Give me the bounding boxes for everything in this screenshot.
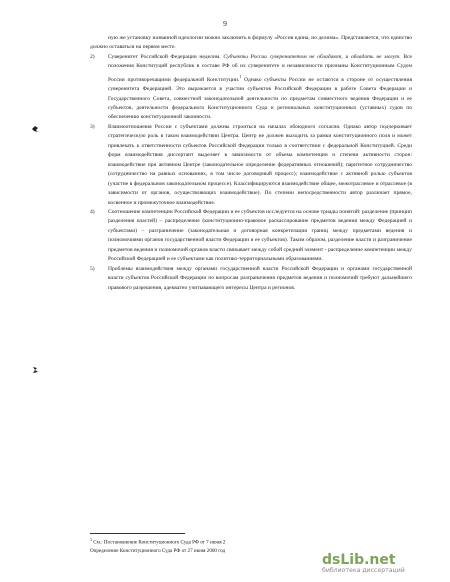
footnote — [90, 536, 412, 547]
footnote-text: См.: Постановление Конституционного Суда РФ от 7 июня 2 — [93, 539, 226, 546]
item-text-before: Суверенитет Российской Федерации неделим. — [108, 53, 221, 60]
item-text: Проблемы взаимодействия между органами государственной власти Российской Федерации и органами государственной власти субъектов Российской Федерации по вопросам разграничения предметов ведения и полномочий требуют дальнейшего правового разрешения, адекватно учитывающего интересы Центра и регионов. — [108, 265, 412, 291]
item-text: Соотношение компетенции Российской Федерации и ее субъектов исследуется на основе триады понятий: разделение (принцип разделения властей) – распределение (конституционно-правовое раскассирование предметов ведения между Федерацией и субъектами) – разграничение (законодательная и договорная конкретизация границ между предметами ведения и полномочиями органов государственной власти Федерации и ее субъектов). Таким образом, разделение власти и разграничение предметов ведения и полномочий органов власти связывает между собой средний элемент - распределение компетенции между Российской Федерацией и ее субъектами как политико-территориальными образованиями. — [108, 209, 412, 263]
margin-mark-icon — [30, 124, 40, 134]
watermark-logo: dsLib.net — [322, 552, 396, 568]
item-text-tail: Однако субъекты России не остаются в стороне от осуществления суверенитета Федерацией. Это выражается в участии субъектов Российской Федерации в работе Совета Федерации и Государственного Совета, совместной законодательной деятельности по предметам совместного ведения Федерации и ее субъектов, деятельности федерального Конституционного Суда и региональных конституционных (уставных) судов по обеспечению конституционной законности. — [108, 76, 413, 121]
item-text-after: Все положения Конституций республик в составе РФ об их суверенитете и независимости признаны Конституционным Судом России противоречащими федеральной Конституции. — [108, 53, 413, 83]
page-number: 9 — [223, 19, 227, 28]
item-number: 4) — [90, 209, 95, 215]
item-number: 3) — [90, 123, 95, 130]
item-text: Взаимоотношения России с субъектами должны строиться на началах обоюдного согласия. Однако автор подчеркивает стратегическую роль в таком взаимодействии Центра. Центр не должен выходить за рамки конституционного поля и может привлекать к ответственности субъектов Российской Федерации только в соответствии с федеральной Конституцией. Среди форм взаимодействия диссертант выделяет в зависимости от объема компетенции и степени активности сторон: взаимодействие при активном Центре (законодательное определение федеративных отношений); паритетное сотрудничество (сотрудничество на равных основаниях, в том числе договорный процесс); взаимодействие с активной ролью субъектов (участие в федеральном законодательном процессе). Классифицируются взаимодействие общее, межотраслевое и отраслевое (в зависимости от органов, осуществляющих взаимодействие). По степени непосредственности автор различает прямое, косвенное и промежуточное взаимодействие. — [108, 123, 412, 206]
footnote-text: Определение Конституционного Суда РФ от 27 июня 2000 год — [90, 547, 226, 554]
footnote-ref: 1 — [239, 73, 242, 79]
footnote-mark: 1 — [90, 537, 92, 542]
list-item — [90, 53, 412, 123]
item-text — [108, 53, 412, 123]
watermark-subtitle: библиотека диссертаций — [322, 567, 405, 574]
list-item — [90, 123, 412, 208]
watermark — [322, 552, 442, 576]
item-number: 5) — [90, 265, 95, 272]
footnote-divider — [90, 533, 185, 534]
margin-mark-icon — [30, 365, 40, 375]
intro-paragraph: ную же установку названной идеологии можно заключить в формулу «Россия едина, но делима». Представляется, что единство должно оставаться на первом месте. — [90, 35, 412, 51]
list-item — [90, 208, 412, 265]
body-text — [90, 34, 412, 293]
item-emphasis: Субъекты России суверенитетом не обладают, и обладать не могут. — [223, 53, 401, 60]
list-item — [90, 265, 412, 293]
item-number: 2) — [90, 53, 95, 60]
